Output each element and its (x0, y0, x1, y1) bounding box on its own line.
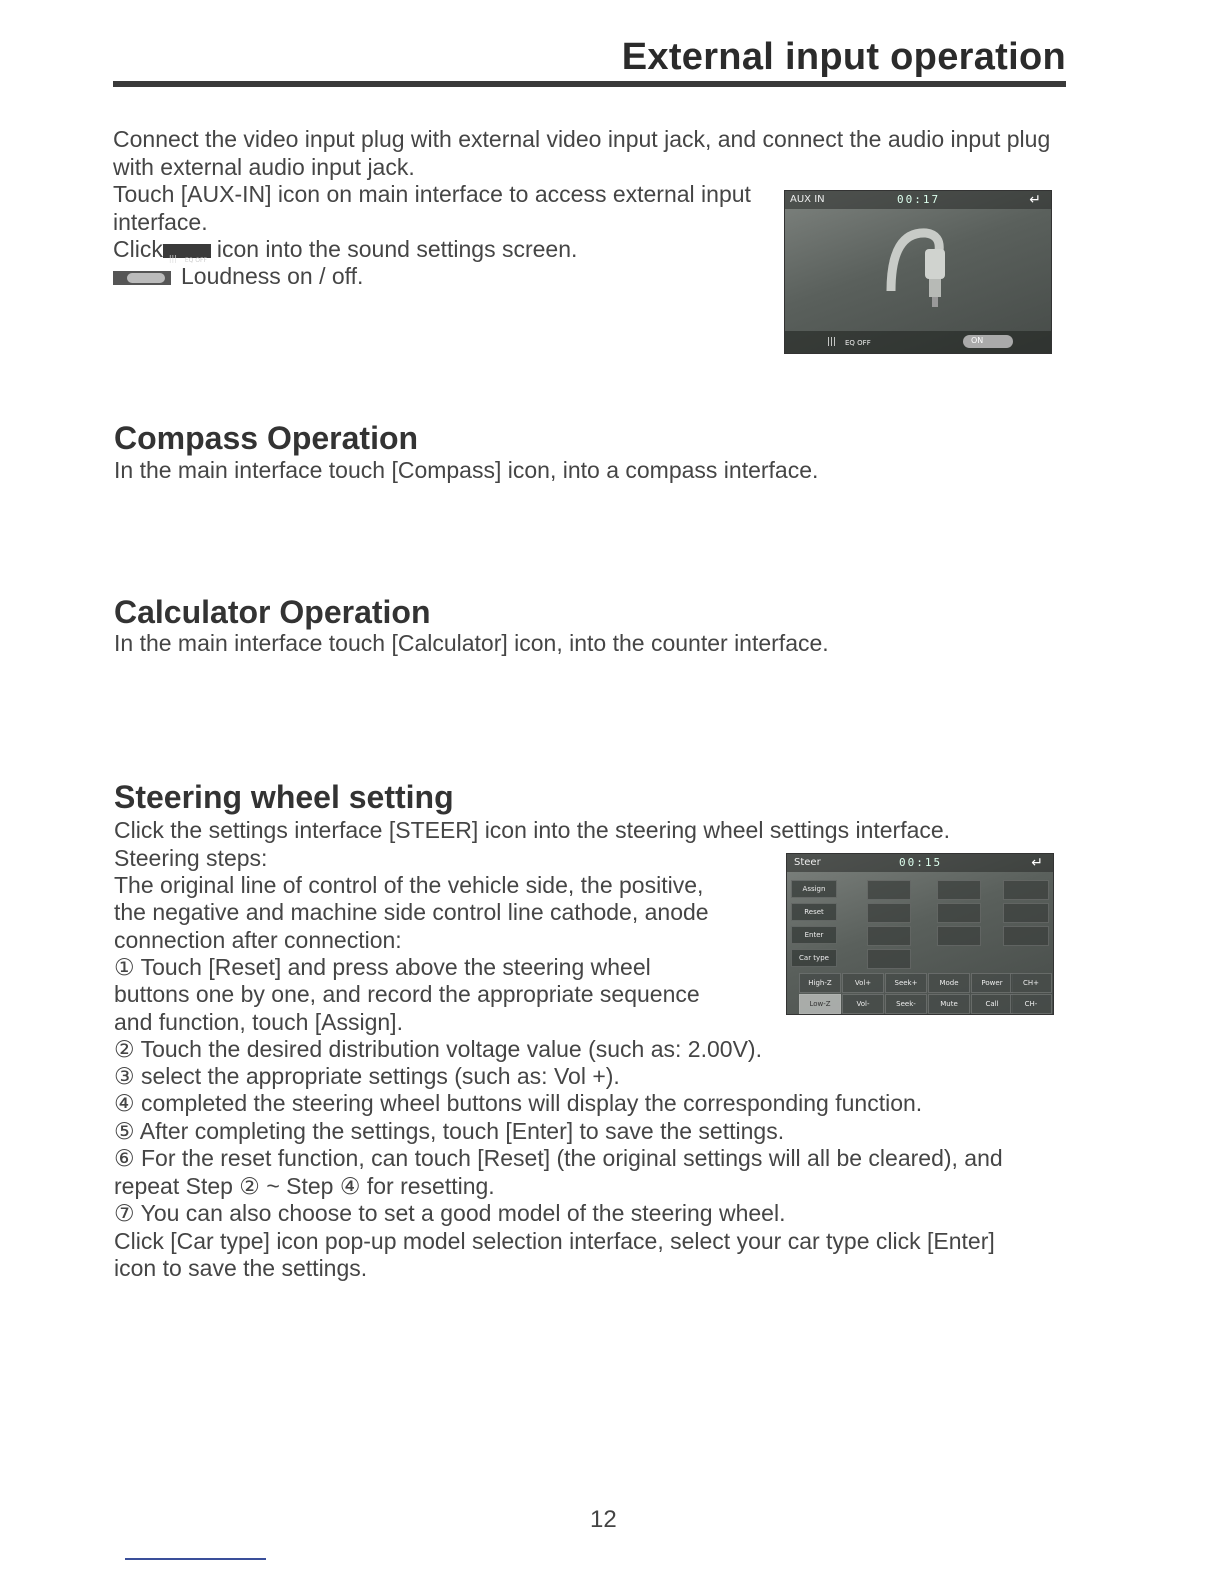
loudness-toggle[interactable]: ON (963, 335, 1013, 348)
steering-line-15: ⑦ You can also choose to set a good model of the steering wheel. (114, 1200, 786, 1226)
steering-line-8: and function, touch [Assign]. (114, 1009, 403, 1035)
steering-line-11: ④ completed the steering wheel buttons will display the corresponding function. (114, 1090, 923, 1116)
steering-line-16: Click [Car type] icon pop-up model selection interface, select your car type click [Enter] (114, 1228, 995, 1254)
return-icon[interactable]: ↵ (1029, 191, 1041, 207)
vol-up-button[interactable]: Vol+ (842, 973, 884, 993)
steering-line-3: The original line of control of the vehicle side, the positive, (114, 872, 704, 898)
function-cell[interactable] (1003, 880, 1049, 900)
footer-line (125, 1558, 266, 1560)
external-intro: Connect the video input plug with external video input jack, and connect the audio input plug with external audio input jack. (113, 126, 1051, 180)
steer-label: Steer (794, 857, 821, 868)
aux-in-screenshot (784, 190, 1052, 354)
steering-line-14: repeat Step ② ~ Step ④ for resetting. (114, 1173, 495, 1199)
call-button[interactable]: Call (971, 994, 1013, 1014)
steering-line-12: ⑤ After completing the settings, touch [Enter] to save the settings. (114, 1118, 785, 1144)
steering-line-1: Click the settings interface [STEER] icon into the steering wheel settings interface. (114, 817, 951, 843)
compass-text: In the main interface touch [Compass] icon, into a compass interface. (114, 457, 819, 483)
eq-line-rest: icon into the sound settings screen. (216, 236, 578, 262)
reset-button[interactable]: Reset (791, 903, 837, 921)
calculator-heading: Calculator Operation (114, 594, 431, 630)
aux-in-label: AUX IN (790, 194, 825, 205)
eq-off-button[interactable]: EQ OFF (845, 339, 871, 347)
clock: 00:17 (897, 193, 941, 206)
click-word: Click (113, 236, 163, 262)
mode-button[interactable]: Mode (928, 973, 970, 993)
external-eq-line (113, 236, 753, 264)
steering-line-10: ③ select the appropriate settings (such as: Vol +). (114, 1063, 620, 1089)
steering-line-6: ① Touch [Reset] and press above the steering wheel (114, 954, 651, 980)
clock: 00:15 (899, 856, 943, 869)
function-cell[interactable] (937, 926, 981, 946)
steer-screenshot (786, 853, 1054, 1015)
loudness-toggle-icon (113, 271, 171, 285)
external-loudness-line (113, 263, 753, 291)
enter-button[interactable]: Enter (791, 926, 837, 944)
steering-line-2: Steering steps: (114, 845, 268, 871)
seek-up-button[interactable]: Seek+ (885, 973, 927, 993)
external-auxin-text: Touch [AUX-IN] icon on main interface to access external input interface. (113, 181, 751, 235)
high-z-button[interactable]: High-Z (799, 973, 841, 993)
assign-button[interactable]: Assign (791, 880, 837, 898)
eq-off-icon: ||| EQ OFF (163, 244, 211, 258)
seek-down-button[interactable]: Seek- (885, 994, 927, 1014)
audio-jack-icon (881, 221, 961, 311)
steering-line-7: buttons one by one, and record the appropriate sequence (114, 981, 700, 1007)
loudness-text: Loudness on / off. (181, 263, 364, 289)
function-cell[interactable] (937, 880, 981, 900)
steering-line-5: connection after connection: (114, 927, 402, 953)
mute-button[interactable]: Mute (928, 994, 970, 1014)
steering-line-4: the negative and machine side control line cathode, anode (114, 899, 709, 925)
function-cell[interactable] (937, 903, 981, 923)
function-cell[interactable] (1003, 903, 1049, 923)
voltage-cell[interactable] (867, 926, 911, 946)
voltage-cell[interactable] (867, 880, 911, 900)
power-button[interactable]: Power (971, 973, 1013, 993)
steering-line-17: icon to save the settings. (114, 1255, 368, 1281)
ch-down-button[interactable]: CH- (1010, 994, 1052, 1014)
steering-line-9: ② Touch the desired distribution voltage value (such as: 2.00V). (114, 1036, 762, 1062)
steering-heading: Steering wheel setting (114, 779, 454, 815)
car-type-button[interactable]: Car type (791, 949, 837, 967)
function-cell[interactable] (1003, 926, 1049, 946)
return-icon[interactable]: ↵ (1031, 854, 1043, 870)
page-number: 12 (590, 1506, 617, 1533)
low-z-button[interactable]: Low-Z (799, 994, 841, 1014)
vol-down-button[interactable]: Vol- (842, 994, 884, 1014)
voltage-cell[interactable] (867, 903, 911, 923)
ch-up-button[interactable]: CH+ (1010, 973, 1052, 993)
eq-icon[interactable]: ||| (827, 337, 837, 347)
steering-line-13: ⑥ For the reset function, can touch [Reset] (the original settings will all be cleared), and (114, 1145, 1003, 1171)
page-title: External input operation (621, 36, 1066, 78)
title-rule (113, 81, 1066, 87)
voltage-cell[interactable] (867, 949, 911, 969)
compass-heading: Compass Operation (114, 420, 419, 456)
calculator-text: In the main interface touch [Calculator] icon, into the counter interface. (114, 630, 829, 656)
